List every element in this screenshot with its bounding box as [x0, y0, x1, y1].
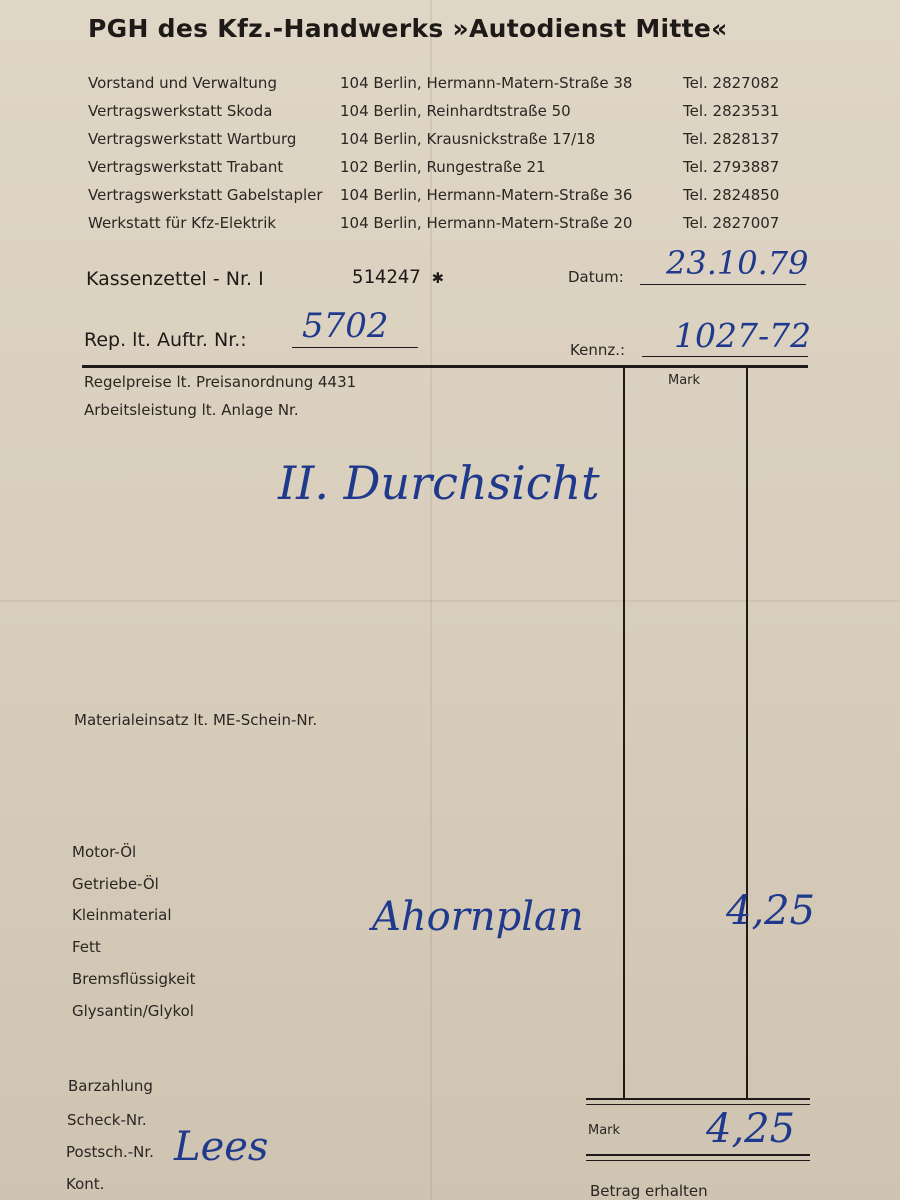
plate-label: Kennz.:: [570, 341, 626, 359]
total-rule: [586, 1154, 810, 1156]
workshop-name: Vertragswerkstatt Trabant: [88, 158, 284, 176]
workshop-name: Vertragswerkstatt Gabelstapler: [88, 186, 323, 204]
workshop-phone: Tel. 2828137: [683, 130, 780, 148]
workshop-address: 102 Berlin, Rungestraße 21: [340, 158, 546, 176]
workshop-address: 104 Berlin, Hermann-Matern-Straße 36: [340, 186, 633, 204]
workshop-name: Vertragswerkstatt Skoda: [88, 102, 273, 120]
workshop-address: 104 Berlin, Reinhardtstraße 50: [340, 102, 571, 120]
currency-column-header: Mark: [668, 373, 701, 388]
workshop-phone: Tel. 2823531: [683, 102, 780, 120]
material-item: Glysantin/Glykol: [72, 1002, 194, 1020]
address-row: [0, 102, 900, 126]
handwritten-signature: Lees: [174, 1124, 269, 1170]
date-underline: [640, 284, 806, 285]
workshop-name: Vorstand und Verwaltung: [88, 74, 277, 92]
handwritten-date: 23.10.79: [666, 244, 809, 282]
plate-underline: [642, 356, 808, 357]
paper-fold: [0, 600, 900, 602]
column-divider-left: [623, 368, 625, 1100]
material-item: Motor-Öl: [72, 843, 137, 861]
price-regulation-line: Regelpreise lt. Preisanordnung 4431: [84, 373, 357, 391]
material-label: Materialeinsatz lt. ME-Schein-Nr.: [74, 711, 318, 729]
workshop-phone: Tel. 2827007: [683, 214, 780, 232]
receipt-number-label: Kassenzettel - Nr. I: [86, 268, 264, 290]
payment-method-label: Barzahlung: [68, 1077, 153, 1095]
table-top-rule: [82, 365, 808, 368]
workshop-name: Werkstatt für Kfz-Elektrik: [88, 214, 277, 232]
date-label: Datum:: [568, 268, 624, 286]
repair-order-label: Rep. lt. Auftr. Nr.:: [84, 329, 247, 351]
handwritten-material: Ahornplan: [372, 894, 584, 940]
handwritten-plate: 1027-72: [674, 316, 812, 355]
workshop-address: 104 Berlin, Hermann-Matern-Straße 38: [340, 74, 633, 92]
handwritten-total: 4,25: [706, 1106, 796, 1152]
workshop-phone: Tel. 2824850: [683, 186, 780, 204]
workshop-address: 104 Berlin, Krausnickstraße 17/18: [340, 130, 596, 148]
workshop-phone: Tel. 2827082: [683, 74, 780, 92]
column-divider-right: [746, 368, 748, 1100]
material-item: Getriebe-Öl: [72, 875, 159, 893]
workshop-phone: Tel. 2793887: [683, 158, 780, 176]
address-row: [0, 214, 900, 238]
workshop-name: Vertragswerkstatt Wartburg: [88, 130, 297, 148]
handwritten-amount: 4,25: [726, 888, 816, 934]
receipt-number: 514247 ✱: [352, 266, 444, 288]
address-row: [0, 186, 900, 210]
handwritten-repair-order: 5702: [302, 306, 389, 346]
address-row: [0, 130, 900, 154]
subtotal-rule: [586, 1098, 810, 1100]
handwritten-service-item: II. Durchsicht: [278, 456, 600, 510]
material-item: Kleinmaterial: [72, 906, 172, 924]
material-item: Fett: [72, 938, 101, 956]
payment-method-label: Postsch.-Nr.: [66, 1143, 154, 1161]
material-item: Bremsflüssigkeit: [72, 970, 196, 988]
total-rule-double: [586, 1160, 810, 1161]
repair-order-underline: [292, 347, 418, 348]
total-label: Mark: [588, 1123, 621, 1138]
workshop-address: 104 Berlin, Hermann-Matern-Straße 20: [340, 214, 633, 232]
company-title: PGH des Kfz.-Handwerks »Autodienst Mitte«: [88, 14, 728, 43]
labor-line: Arbeitsleistung lt. Anlage Nr.: [84, 401, 299, 419]
subtotal-rule-double: [586, 1104, 810, 1105]
amount-received-label: Betrag erhalten: [590, 1182, 708, 1200]
address-row: [0, 158, 900, 182]
payment-method-label: Kont.: [66, 1175, 105, 1193]
address-row: [0, 74, 900, 98]
payment-method-label: Scheck-Nr.: [67, 1111, 147, 1129]
